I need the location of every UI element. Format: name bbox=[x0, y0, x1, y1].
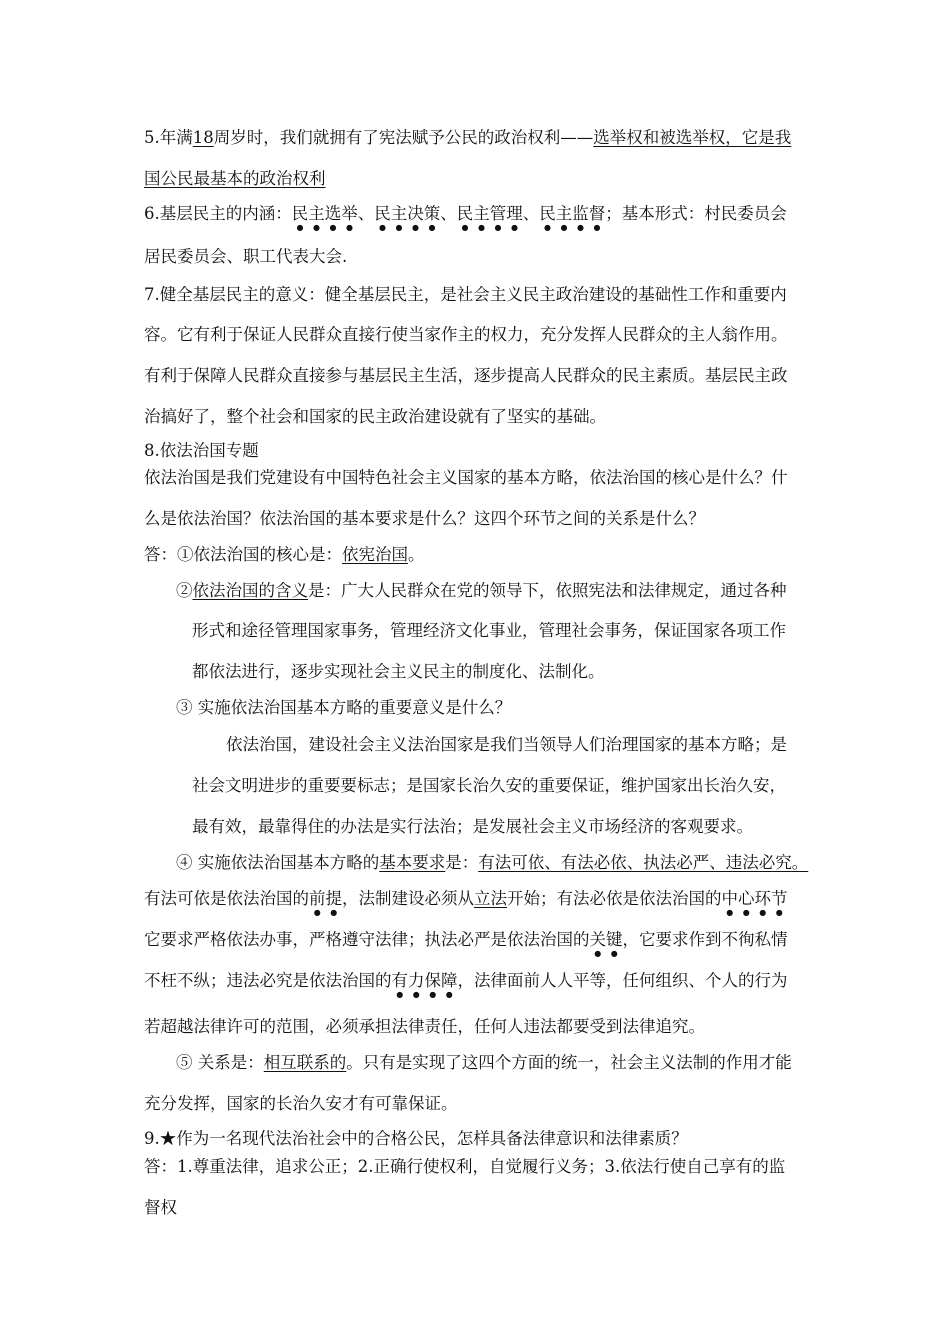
rule-of-law-meaning: 依法治国的含义 bbox=[192, 581, 308, 600]
answer-3-line-1: 依法治国，建设社会主义法治国家是我们当领导人们治理国家的基本方略；是 bbox=[226, 735, 787, 754]
item-8-title: 8.依法治国专题 bbox=[144, 441, 259, 460]
item-5-line-2: 国公民最基本的政治权利 bbox=[144, 169, 326, 188]
four-requirements: 有法可依、有法必依、执法必严、违法必究 bbox=[478, 853, 792, 872]
answer-3-line-3: 最有效，最靠得住的办法是实行法治；是发展社会主义市场经济的客观要求。 bbox=[192, 817, 753, 836]
requirements-para-line-2: 它要求严格依法办事，严格遵守法律；执法必严是依法治国的关键，它要求作到不徇私情 bbox=[144, 930, 788, 949]
democratic-decision: 民主决策 bbox=[374, 204, 441, 223]
item-6-line-2: 居民委员会、职工代表大会. bbox=[144, 247, 348, 266]
item-7-line-1: 7.健全基层民主的意义：健全基层民主，是社会主义民主政治建设的基础性工作和重要内 bbox=[144, 285, 787, 304]
premise: 前提 bbox=[309, 889, 342, 908]
requirements-para-line-3: 不枉不纵；违法必究是依法治国的有力保障，法律面前人人平等，任何组织、个人的行为 bbox=[144, 971, 788, 990]
item-6-line-1: 6.基层民主的内涵：民主选举、民主决策、民主管理、民主监督；基本形式：村民委员会 bbox=[144, 204, 787, 223]
requirements-para-line-4: 若超越法律许可的范围，必须承担法律责任，任何人违法都要受到法律追究。 bbox=[144, 1017, 705, 1036]
answer-4-line: ④ 实施依法治国基本方略的基本要求是：有法可依、有法必依、执法必严、违法必究。 bbox=[176, 853, 809, 872]
answer-5-line-2: 充分发挥，国家的长治久安才有可靠保证。 bbox=[144, 1094, 458, 1113]
requirements-para-line-1: 有法可依是依法治国的前提，法制建设必须从立法开始；有法必依是依法治国的中心环节 bbox=[144, 889, 788, 908]
item-9-title: 9.★作为一名现代法治社会中的合格公民，怎样具备法律意识和法律素质？ bbox=[144, 1129, 688, 1148]
democratic-supervision: 民主监督 bbox=[539, 204, 606, 223]
basic-requirements: 基本要求 bbox=[379, 853, 446, 872]
age-18: 18 bbox=[192, 128, 214, 147]
item-5-line-1: 5.年满18周岁时，我们就拥有了宪法赋予公民的政治权利——选举权和被选举权，它是我 bbox=[144, 128, 792, 147]
democratic-management: 民主管理 bbox=[456, 204, 523, 223]
item-7-line-2: 容。它有利于保证人民群众直接行使当家作主的权力，充分发挥人民群众的主人翁作用。 bbox=[144, 325, 788, 344]
answer-1: 答：①依法治国的核心是：依宪治国。 bbox=[144, 545, 425, 564]
item-9-answer-line-1: 答：1.尊重法律，追求公正；2.正确行使权利，自觉履行义务；3.依法行使自己享有的监 bbox=[144, 1157, 786, 1176]
interconnected: 相互联系的 bbox=[263, 1053, 347, 1072]
rule-by-constitution: 依宪治国 bbox=[342, 545, 408, 564]
answer-2-line-2: 形式和途径管理国家事务，管理经济文化事业，管理社会事务，保证国家各项工作 bbox=[192, 621, 786, 640]
item-7-line-4: 治搞好了，整个社会和国家的民主政治建设就有了坚实的基础。 bbox=[144, 407, 606, 426]
answer-2-line-1: ②依法治国的含义是：广大人民群众在党的领导下，依照宪法和法律规定，通过各种 bbox=[176, 581, 787, 600]
central-link: 中心环节 bbox=[721, 889, 788, 908]
strong-guarantee: 有力保障 bbox=[391, 971, 458, 990]
item-8-question-line-1: 依法治国是我们党建设有中国特色社会主义国家的基本方略，依法治国的核心是什么？什 bbox=[144, 468, 788, 487]
key: 关键 bbox=[589, 930, 623, 949]
item-7-line-3: 有利于保障人民群众直接参与基层民主生活，逐步提高人民群众的民主素质。基层民主政 bbox=[144, 366, 788, 385]
answer-2-line-3: 都依法进行，逐步实现社会主义民主的制度化、法制化。 bbox=[192, 662, 605, 681]
answer-5-line-1: ⑤ 关系是：相互联系的。只有是实现了这四个方面的统一，社会主义法制的作用才能 bbox=[176, 1053, 792, 1072]
item-8-question-line-2: 么是依法治国？依法治国的基本要求是什么？这四个环节之间的关系是什么？ bbox=[144, 509, 705, 528]
legislation: 立法 bbox=[474, 889, 507, 908]
answer-3-line-2: 社会文明进步的重要要标志；是国家长治久安的重要保证，维护国家出长治久安， bbox=[192, 776, 786, 795]
election-rights: 选举权和被选举权，它是我 bbox=[593, 128, 792, 147]
item-9-answer-line-2: 督权 bbox=[144, 1198, 177, 1217]
answer-3-question: ③ 实施依法治国基本方略的重要意义是什么？ bbox=[176, 698, 512, 717]
democratic-election: 民主选举 bbox=[291, 204, 358, 223]
